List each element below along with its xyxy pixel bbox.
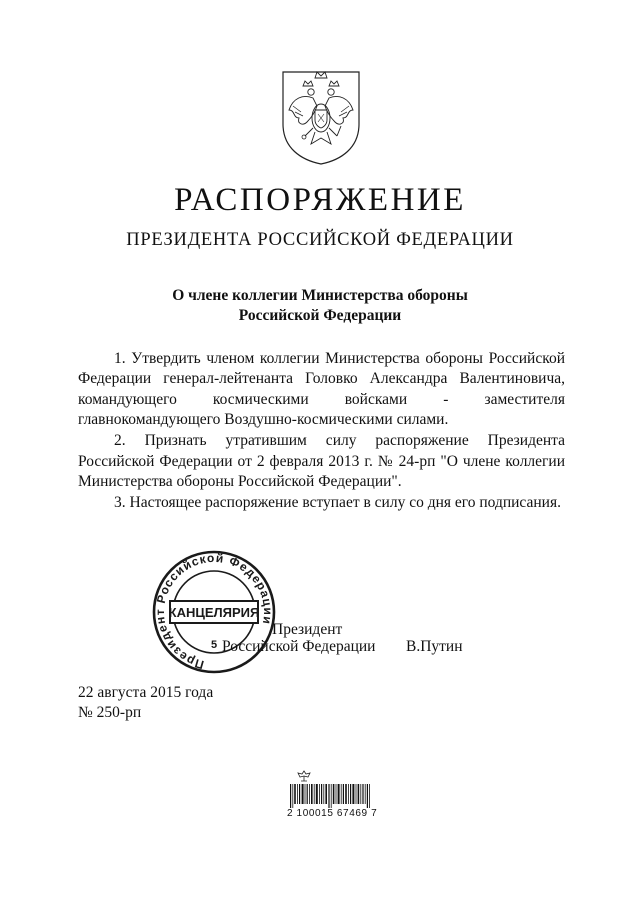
barcode-number: 2 100015 67469 7	[287, 808, 378, 819]
coat-of-arms-emblem	[279, 66, 363, 166]
order-heading-line-1: О члене коллегии Министерства обороны	[172, 287, 468, 304]
paragraph-1: 1. Утвердить членом коллегии Министерства обороны Российской Федерации генерал-лейтенанта Головко Александра Валентиновича, командующего космическими войсками - заместителя главнокомандующего Воздушно-космическими силами.	[78, 350, 565, 429]
document-title: РАСПОРЯЖЕНИЕ	[174, 182, 466, 218]
document-date: 22 августа 2015 года	[78, 684, 214, 701]
signatory-organization: Российской Федерации	[222, 638, 376, 655]
order-body	[78, 349, 565, 515]
stamp-number: 5	[210, 639, 218, 651]
eagle-mark-icon	[296, 769, 312, 783]
document-number: № 250-рп	[78, 704, 142, 721]
stamp-center-text: КАНЦЕЛЯРИЯ	[168, 605, 260, 620]
document-barcode	[290, 784, 372, 808]
document-subtitle: ПРЕЗИДЕНТА РОССИЙСКОЙ ФЕДЕРАЦИИ	[126, 230, 514, 250]
stamp-arc-text: Президент Российской Федерации	[152, 550, 276, 672]
paragraph-2: 2. Признать утратившим силу распоряжение Президента Российской Федерации от 2 февраля 2013 г. № 24-рп "О члене коллегии Министерства обороны Российской Федерации".	[78, 432, 565, 491]
signatory-title: Президент	[272, 621, 343, 638]
signatory-name: В.Путин	[406, 638, 463, 655]
order-heading-line-2: Российской Федерации	[238, 307, 402, 324]
order-heading	[140, 286, 500, 326]
paragraph-3: 3. Настоящее распоряжение вступает в силу со дня его подписания.	[114, 494, 561, 512]
